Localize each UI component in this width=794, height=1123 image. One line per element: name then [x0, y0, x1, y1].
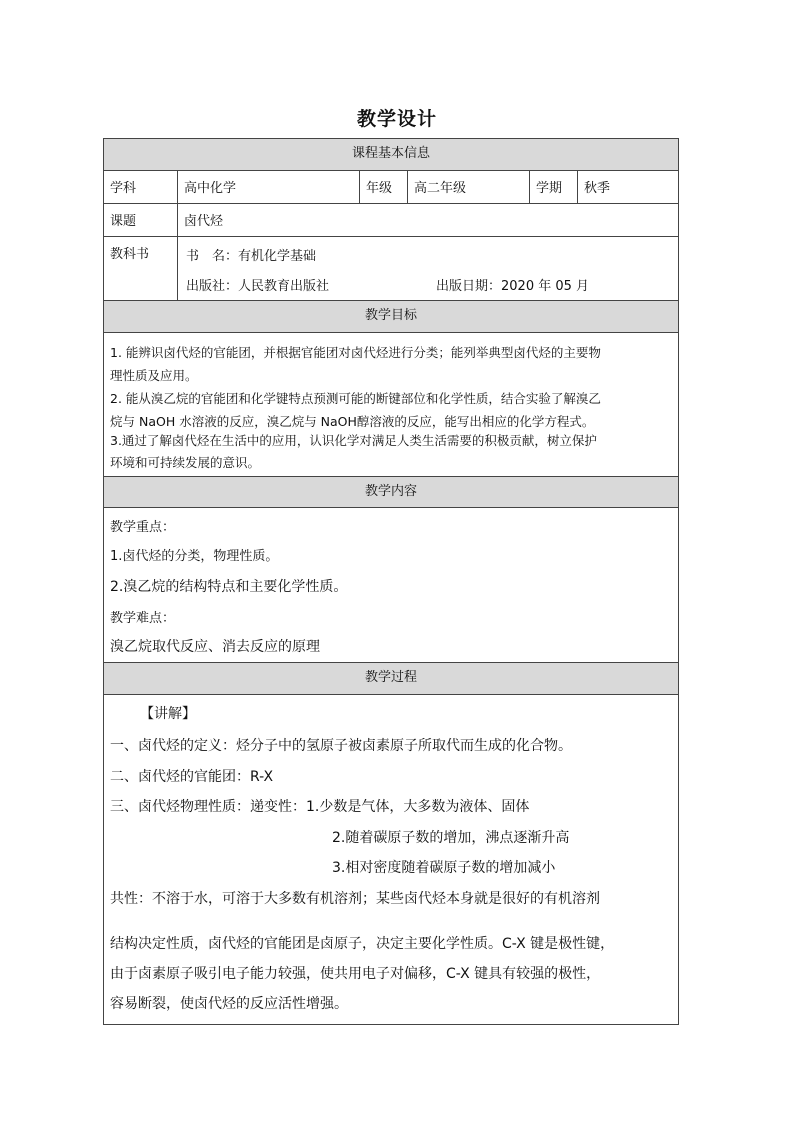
section-objectives	[104, 301, 678, 333]
difficult-points-label: 教学难点：	[110, 611, 176, 626]
textbook-details	[178, 237, 678, 300]
objective-2-line-1: 2. 能从溴乙烷的官能团和化学键特点预测可能的断键部位和化学性质，结合实验了解溴乙	[110, 391, 601, 406]
process-line-7: 结构决定性质，卤代烃的官能团是卤原子，决定主要化学性质。C-X 键是极性键，	[110, 936, 615, 952]
subject-row	[104, 171, 678, 204]
subject-value: 高中化学	[178, 171, 360, 203]
term-label: 学期	[530, 171, 578, 203]
topic-row	[104, 204, 678, 237]
section-process-label: 教学过程	[364, 670, 417, 685]
process-line-1: 一、卤代烃的定义：烃分子中的氢原子被卤素原子所取代而生成的化合物。	[110, 738, 572, 754]
section-basic-info-label: 课程基本信息	[351, 146, 430, 161]
topic-value: 卤代烃	[184, 214, 224, 229]
process-line-4: 2.随着碳原子数的增加，沸点逐渐升高	[332, 830, 570, 846]
grade-label: 年级	[360, 171, 408, 203]
process-line-2: 二、卤代烃的官能团：R-X	[110, 769, 274, 785]
process-line-9: 容易断裂，使卤代烃的反应活性增强。	[110, 996, 348, 1012]
subject-label: 学科	[104, 171, 178, 203]
explain-heading: 【讲解】	[140, 706, 196, 722]
objective-3-line-1: 3.通过了解卤代烃在生活中的应用，认识化学对满足人类生活需要的积极贡献，树立保护	[110, 433, 597, 448]
publish-date: 出版日期：2020 年 05 月	[436, 279, 590, 294]
topic-label: 课题	[104, 204, 178, 236]
section-content-label: 教学内容	[364, 484, 417, 499]
process-line-6: 共性：不溶于水，可溶于大多数有机溶剂；某些卤代烃本身就是很好的有机溶剂	[110, 891, 600, 907]
term-value: 秋季	[584, 181, 611, 196]
lesson-plan-table	[103, 138, 679, 1025]
section-basic-info	[104, 139, 678, 171]
textbook-label: 教科书	[104, 237, 178, 300]
publisher: 出版社：人民教育出版社	[186, 279, 330, 294]
key-point-1: 1.卤代烃的分类，物理性质。	[110, 549, 279, 564]
grade-value: 高二年级	[408, 171, 530, 203]
section-content	[104, 477, 678, 508]
book-name: 书 名：有机化学基础	[186, 249, 317, 264]
key-points-label: 教学重点：	[110, 520, 176, 535]
section-objectives-label: 教学目标	[364, 308, 417, 323]
key-point-2: 2.溴乙烷的结构特点和主要化学性质。	[110, 579, 348, 595]
content-body	[104, 508, 678, 663]
process-body	[104, 695, 678, 1024]
process-line-3: 三、卤代烃物理性质：递变性：1.少数是气体，大多数为液体、固体	[110, 799, 530, 815]
difficult-point-1: 溴乙烷取代反应、消去反应的原理	[110, 639, 320, 655]
process-line-8: 由于卤素原子吸引电子能力较强，使共用电子对偏移，C-X 键具有较强的极性，	[110, 966, 601, 982]
document-title: 教学设计	[356, 108, 437, 130]
objectives-body	[104, 333, 678, 477]
objective-3-line-2: 环境和可持续发展的意识。	[110, 455, 261, 470]
objective-1-line-1: 1. 能辨识卤代烃的官能团，并根据官能团对卤代烃进行分类；能列举典型卤代烃的主要物	[110, 345, 601, 360]
objective-1-line-2: 理性质及应用。	[110, 368, 198, 383]
textbook-row	[104, 237, 678, 301]
objective-2-line-2: 烷与 NaOH 水溶液的反应，溴乙烷与 NaOH醇溶液的反应，能写出相应的化学方程式。	[110, 414, 595, 429]
process-line-5: 3.相对密度随着碳原子数的增加减小	[332, 860, 556, 876]
section-process	[104, 663, 678, 695]
